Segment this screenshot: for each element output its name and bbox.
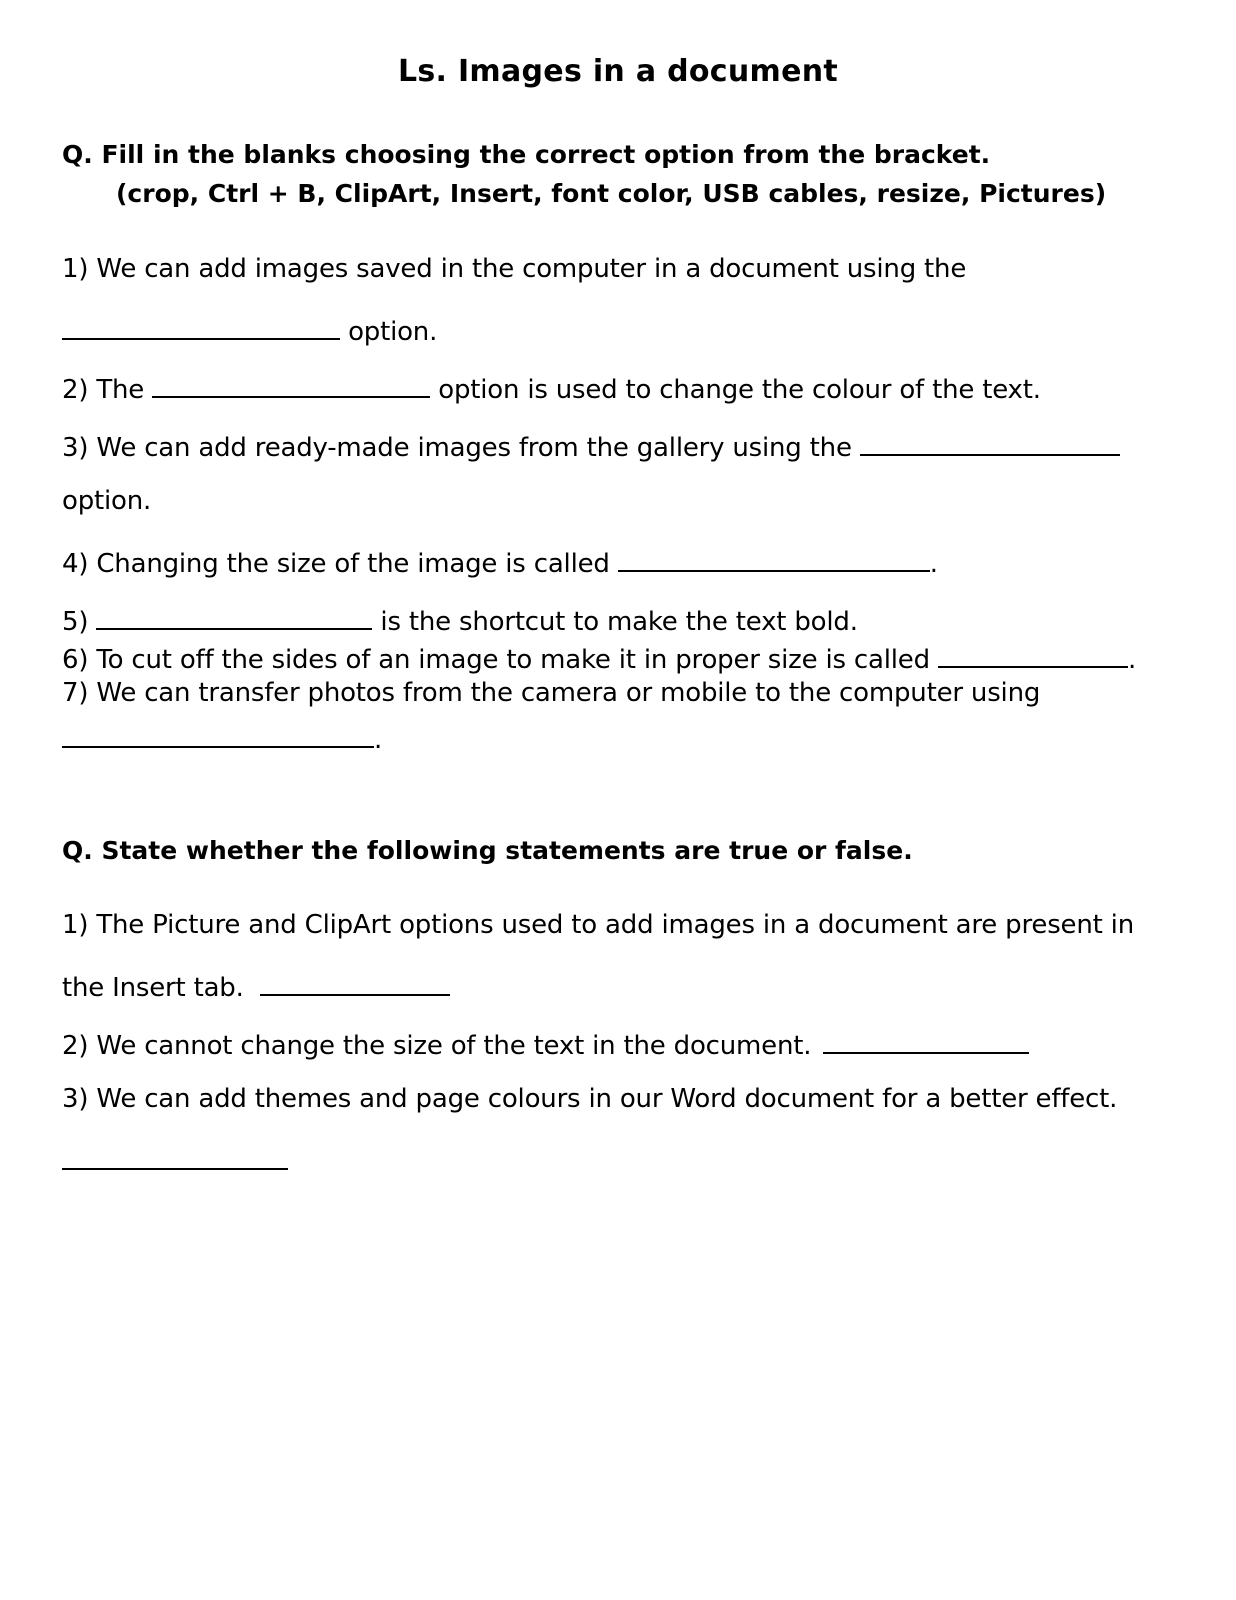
tf-statement-2: 2) We cannot change the size of the text in the document. <box>62 1026 1029 1061</box>
fib-question-2: 2) The option is used to change the colour of the text. <box>62 370 1041 405</box>
tf-answer-blank-1[interactable] <box>260 968 450 996</box>
true-false-heading: Q. State whether the following statements are true or false. <box>62 836 913 865</box>
tf-answer-blank-3[interactable] <box>62 1142 288 1170</box>
fib-question-7-line2: . <box>62 720 382 755</box>
fib-question-5: 5) is the shortcut to make the text bold. <box>62 602 858 637</box>
answer-blank-6[interactable] <box>938 640 1128 668</box>
answer-blank-5[interactable] <box>96 602 372 630</box>
tf-statement-1-line2: the Insert tab. <box>62 968 450 1003</box>
options-bracket: (crop, Ctrl + B, ClipArt, Insert, font color, USB cables, resize, Pictures) <box>116 179 1107 208</box>
answer-blank-3[interactable] <box>860 428 1120 456</box>
tf-answer-blank-2[interactable] <box>823 1026 1029 1054</box>
fib-question-6: 6) To cut off the sides of an image to make it in proper size is called . <box>62 640 1136 675</box>
answer-blank-2[interactable] <box>152 370 430 398</box>
fib-question-1-line1: 1) We can add images saved in the computer in a document using the <box>62 254 967 284</box>
fib-question-4: 4) Changing the size of the image is called . <box>62 544 938 579</box>
answer-blank-1[interactable] <box>62 312 340 340</box>
tf-statement-3-answer-line <box>62 1142 288 1177</box>
answer-blank-7[interactable] <box>62 720 374 748</box>
answer-blank-4[interactable] <box>618 544 930 572</box>
fill-blanks-heading: Q. Fill in the blanks choosing the correct option from the bracket. <box>62 140 991 169</box>
fib-question-1-line2: option. <box>62 312 437 347</box>
fib-question-3-line2: option. <box>62 486 152 516</box>
fib-question-7-line1: 7) We can transfer photos from the camera or mobile to the computer using <box>62 678 1041 708</box>
tf-statement-3: 3) We can add themes and page colours in our Word document for a better effect. <box>62 1084 1118 1114</box>
tf-statement-1-line1: 1) The Picture and ClipArt options used to add images in a document are present in <box>62 910 1134 940</box>
fib-question-3-line1: 3) We can add ready-made images from the gallery using the <box>62 428 1120 463</box>
page-title: Ls. Images in a document <box>397 54 839 89</box>
